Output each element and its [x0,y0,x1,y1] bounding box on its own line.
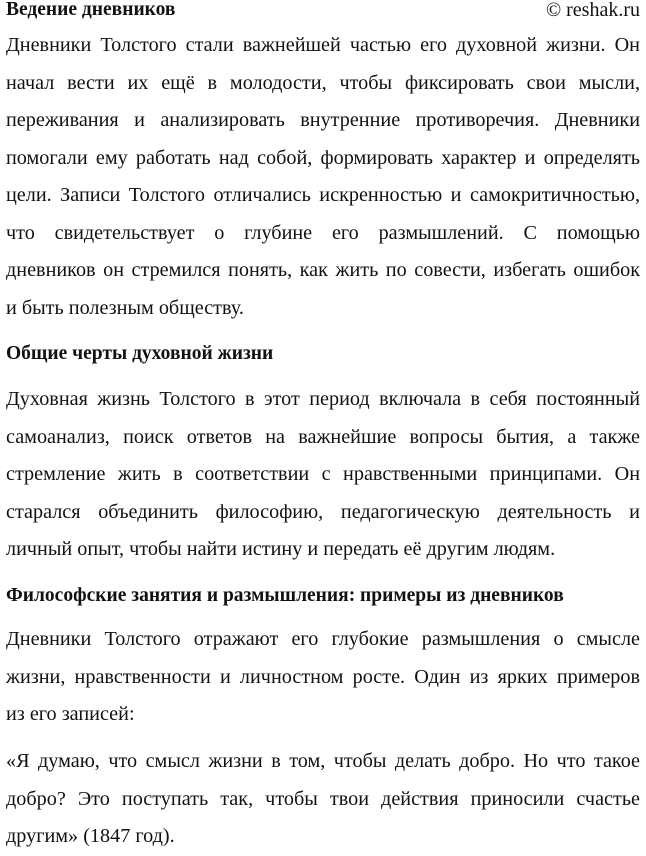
paragraph-philosophy [6,621,640,734]
text-line: из его записей: [6,703,135,725]
section-heading-diaries: Ведение дневников [6,0,176,20]
text-line: Дневники Толстого стали важнейшей частью его духовной жизни. Он [6,34,640,56]
text-line: и быть полезным обществу. [6,296,244,319]
text-line: личный опыт, чтобы найти истину и передать её другим людям. [6,538,556,560]
copyright-link[interactable]: © reshak.ru [545,0,640,21]
text-line: жизни, нравственности и личностном росте. Один из ярких примеров [6,665,640,688]
text-line: старался объединить философию, педагогическую деятельность и [6,500,640,523]
section-heading-philosophy: Философские занятия и размышления: примеры из дневников [6,585,564,606]
paragraph-diaries [6,27,640,327]
paragraph-spiritual-life [6,381,640,569]
text-line: переживания и анализировать внутренние противоречия. Дневники [6,109,640,131]
text-line: цели. Записи Толстого отличались искренностью и самокритичностью, [6,184,640,206]
quote-paragraph [6,743,640,856]
text-line: другим» (1847 год). [6,825,175,847]
text-line: Дневники Толстого отражают его глубокие размышления о смысле [6,628,640,650]
text-line: стремление жить в соответствии с нравственными принципами. Он [6,463,640,485]
text-line: что свидетельствует о глубине его размышлений. С помощью [6,221,640,244]
text-line: помогали ему работать над собой, формировать характер и определять [6,146,640,169]
text-line: самоанализ, поиск ответов на важнейшие вопросы бытия, а также [6,425,640,448]
text-line: «Я думаю, что смысл жизни в том, чтобы делать добро. Но что такое [6,750,640,772]
text-line: дневников он стремился понять, как жить по совести, избегать ошибок [6,259,640,281]
text-line: добро? Это поступать так, чтобы твои действия приносили счастье [6,787,640,810]
text-line: начал вести их ещё в молодости, чтобы фиксировать свои мысли, [6,71,640,94]
section-heading-spiritual-life: Общие черты духовной жизни [6,343,274,364]
text-line: Духовная жизнь Толстого в этот период включала в себя постоянный [6,388,640,410]
